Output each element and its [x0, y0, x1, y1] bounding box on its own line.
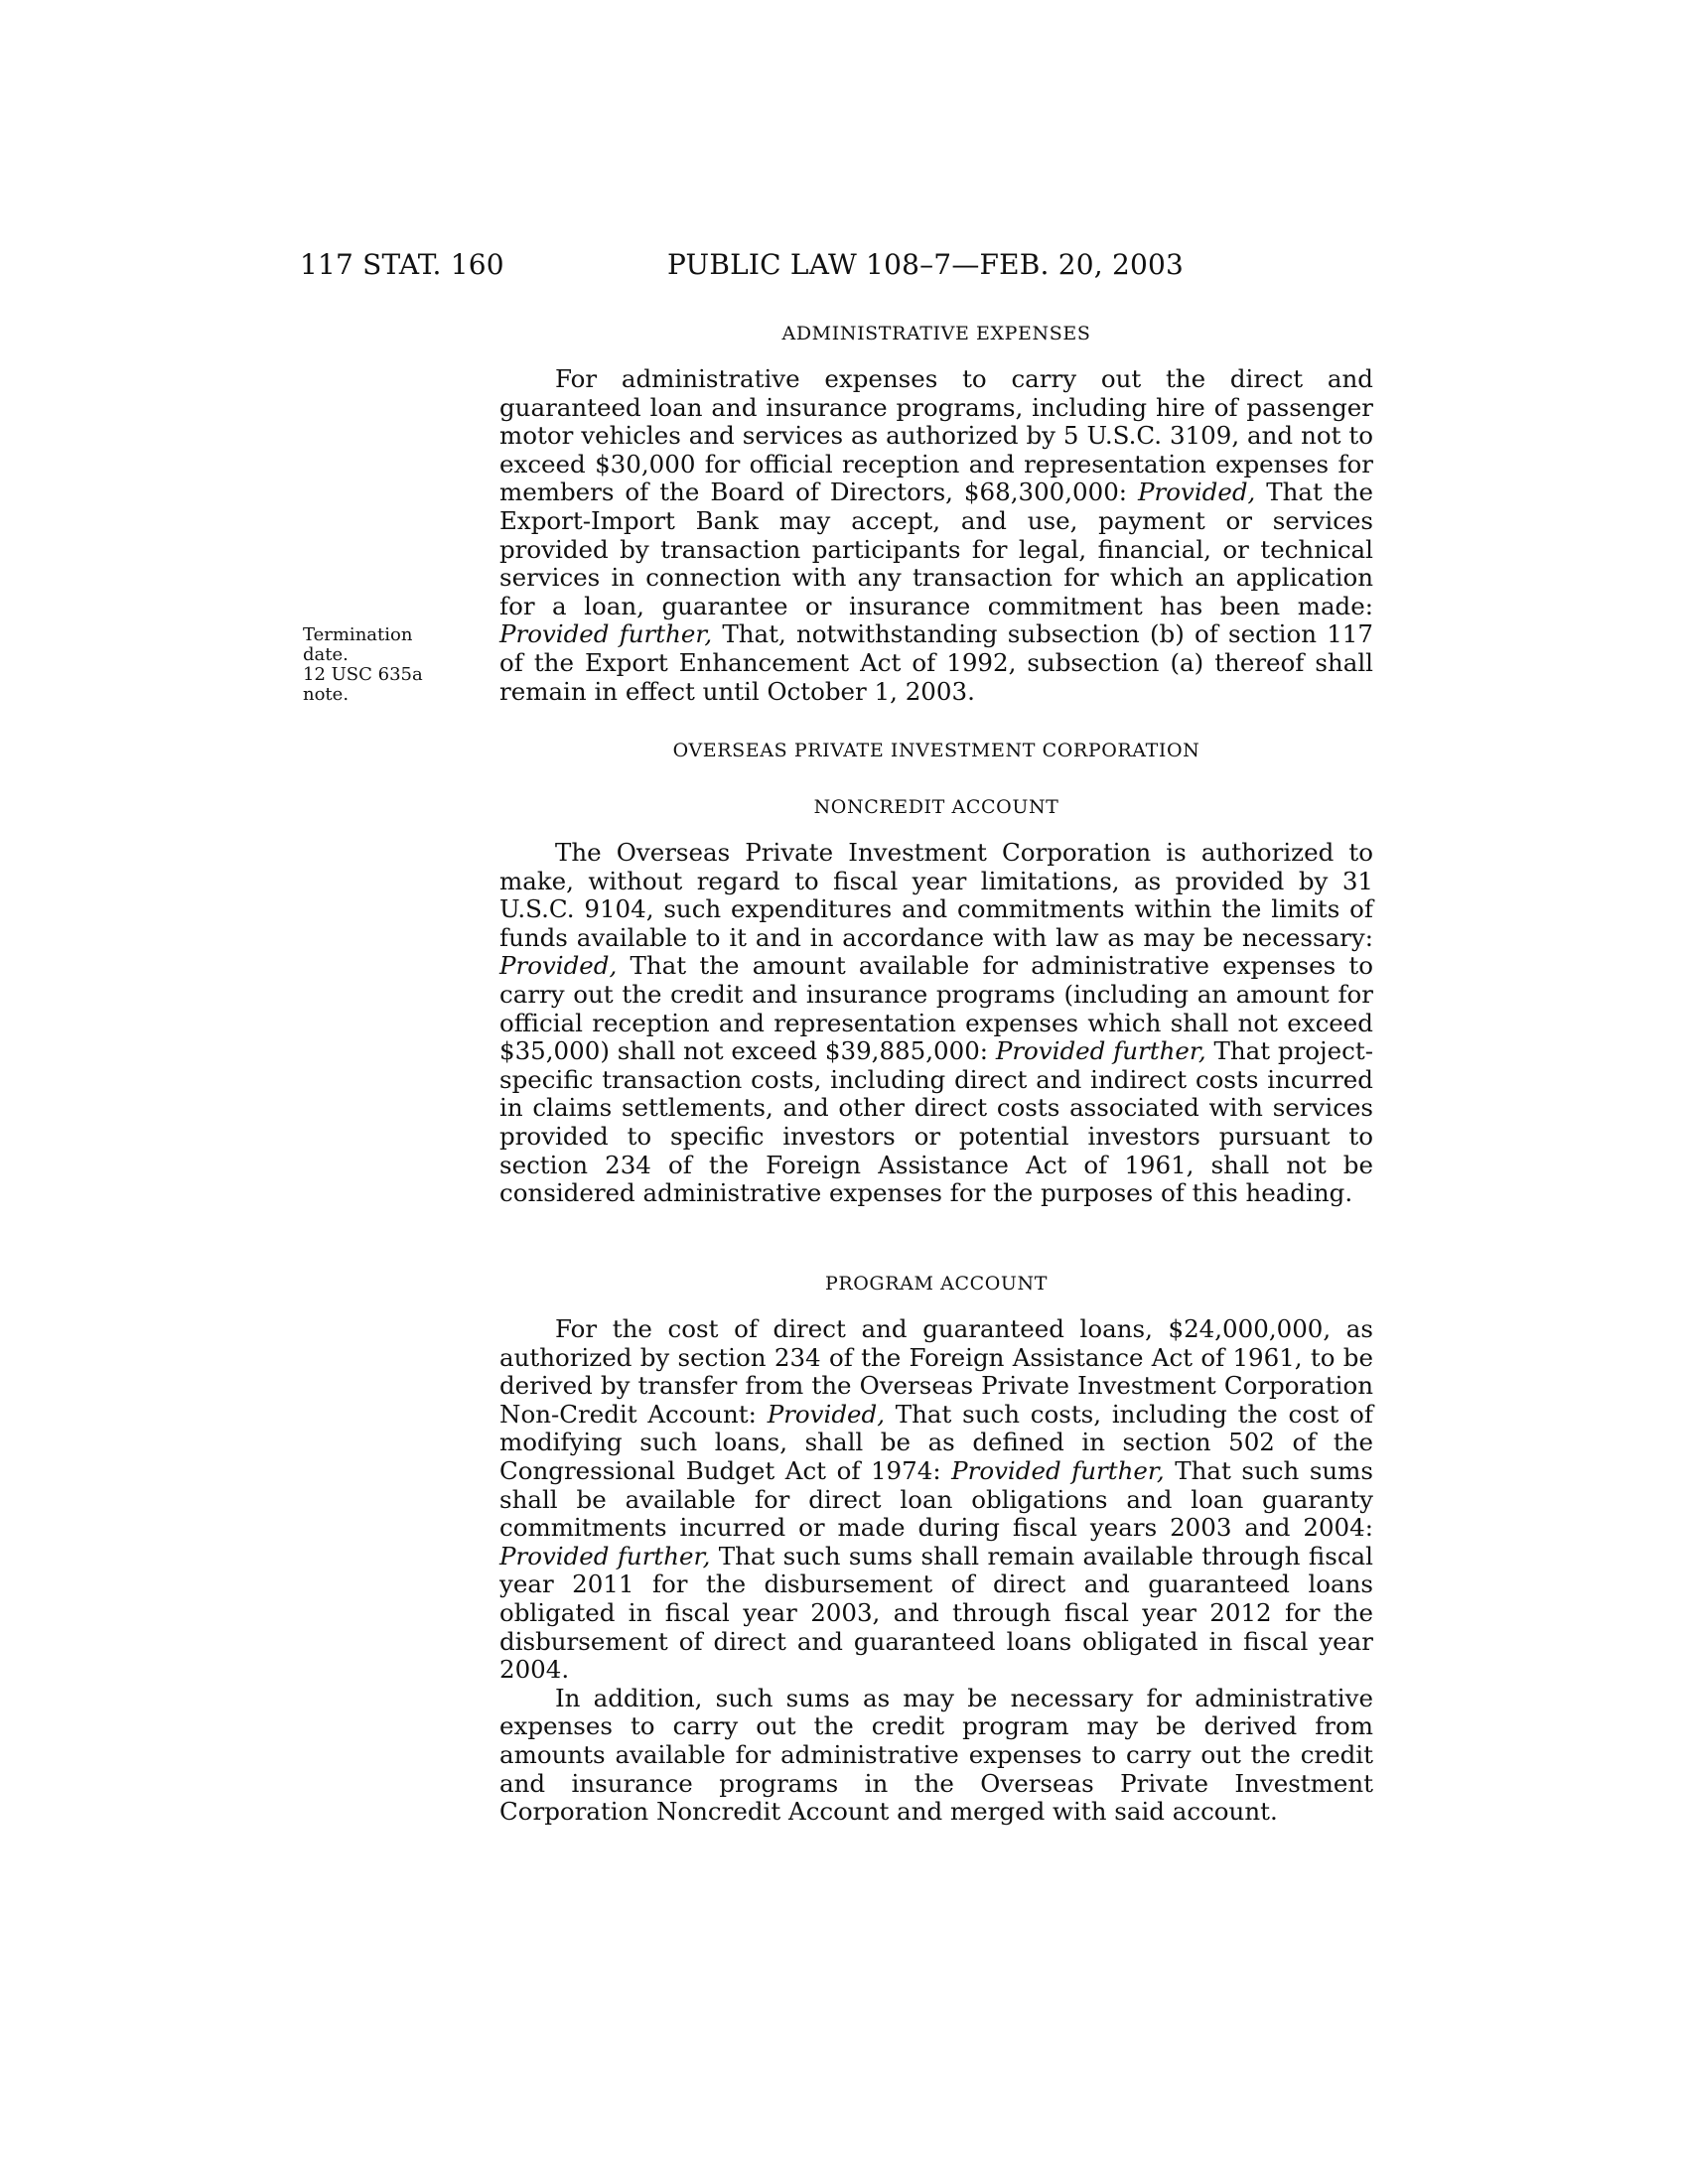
opic-section: [499, 740, 1373, 761]
section-heading: ADMINISTRATIVE EXPENSES: [781, 323, 1091, 344]
italic-run: Provided further,: [499, 619, 713, 649]
law-title: PUBLIC LAW 108–7—FEB. 20, 2003: [667, 248, 1185, 281]
margin-note-line: note.: [303, 684, 350, 705]
body-paragraph: In addition, such sums as may be necessary for administrative expenses to carry out the credit program may be derived from amounts available for administrative expenses to carry out the credit and insurance programs in the Overseas Private Investment Corporation Noncredit Account and merged with said account.: [499, 1683, 1373, 1827]
text-run: That project-specific transaction costs, including direct and indirect costs incurred in claims settlements, and other direct costs associated with services provided to specific investors or potential investors pursuant to section 234 of the Foreign Assistance Act of 1961, shall not be considered administrative expenses for the purposes of this heading.: [499, 1036, 1373, 1208]
italic-run: Provided,: [499, 951, 618, 981]
text-run: That such sums shall remain available through fiscal year 2011 for the disbursement of direct and guaranteed loans obligated in fiscal year 2003, and through fiscal year 2012 for the disbursement of direct and guaranteed loans obligated in fiscal year 2004.: [499, 1541, 1373, 1685]
body-paragraph: [499, 365, 1373, 706]
program-body: [499, 1315, 1373, 1827]
noncredit-section: [499, 796, 1373, 818]
admin-body: [499, 365, 1373, 706]
section-heading: PROGRAM ACCOUNT: [824, 1273, 1049, 1295]
text-run: That the amount available for administrative expenses to carry out the credit and insurance programs (including an amount for official reception and representation expenses which shall not exceed $35,000) shall not exceed $39,885,000:: [499, 951, 1373, 1066]
margin-note-line: date.: [303, 644, 349, 665]
margin-note-line: 12 USC 635a: [303, 664, 423, 685]
admin-section: [499, 323, 1373, 344]
margin-note-line: Termination: [303, 624, 413, 645]
text-run: The Overseas Private Investment Corporation is authorized to make, without regard to fiscal year limitations, as provided by 31 U.S.C. 9104, such expenditures and commitments within the limits of funds available to it and in accordance with law as may be necessary:: [499, 838, 1373, 952]
noncredit-body: [499, 839, 1373, 1208]
italic-run: Provided further,: [995, 1036, 1206, 1066]
section-heading: NONCREDIT ACCOUNT: [813, 796, 1059, 818]
section-heading: OVERSEAS PRIVATE INVESTMENT CORPORATION: [672, 740, 1200, 761]
text-run: That, notwithstanding subsection (b) of section 117 of the Export Enhancement Act of 1992, subsection (a) thereof shall remain in effect until October 1, 2003.: [499, 619, 1373, 706]
italic-run: Provided further,: [951, 1455, 1165, 1485]
italic-run: Provided further,: [499, 1541, 711, 1570]
italic-run: Provided,: [1138, 478, 1256, 507]
text-run: For administrative expenses to carry out the direct and guaranteed loan and insurance programs, including hire of passenger motor vehicles and services as authorized by 5 U.S.C. 3109, and not to exceed $30,000 for official reception and representation expenses for members of the Board of Directors, $68,300,000:: [499, 364, 1373, 507]
italic-run: Provided,: [767, 1399, 885, 1429]
body-paragraph: [499, 1315, 1373, 1685]
text-run: That such sums shall be available for direct loan obligations and loan guaranty commitments incurred or made during fiscal years 2003 and 2004:: [499, 1455, 1373, 1543]
program-section: [499, 1273, 1373, 1295]
body-paragraph: [499, 839, 1373, 1208]
text-run: That the Export-Import Bank may accept, and use, payment or services provided by transaction participants for legal, financial, or technical services in connection with any transaction for which an application for a loan, guarantee or insurance commitment has been made:: [499, 478, 1373, 620]
margin-note: [303, 625, 432, 705]
text-run: For the cost of direct and guaranteed loans, $24,000,000, as authorized by section 234 of the Foreign Assistance Act of 1961, to be derived by transfer from the Overseas Private Investment Corporation Non-Credit Account:: [499, 1314, 1373, 1429]
stat-page-number: 117 STAT. 160: [300, 248, 504, 281]
text-run: That such costs, including the cost of modifying such loans, shall be as defined in section 502 of the Congressional Budget Act of 1974:: [499, 1399, 1373, 1485]
